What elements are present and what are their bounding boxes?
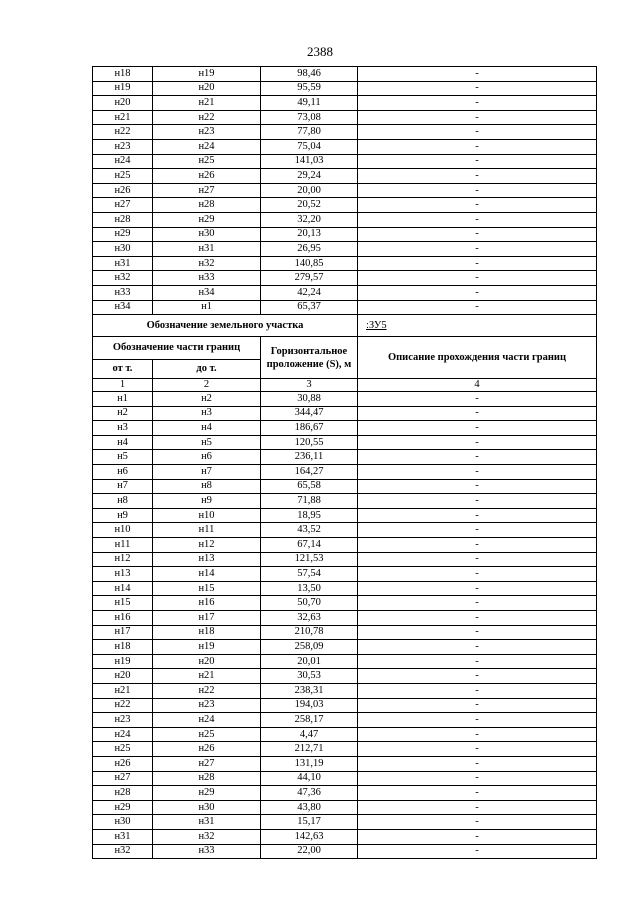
length-cell: 73,08 bbox=[261, 110, 358, 125]
length-cell: 13,50 bbox=[261, 581, 358, 596]
length-cell: 236,11 bbox=[261, 450, 358, 465]
boundary-table bbox=[92, 66, 597, 859]
table-row bbox=[93, 844, 597, 859]
from-point-cell: н21 bbox=[93, 110, 153, 125]
boundary-rows-zu5 bbox=[93, 392, 597, 859]
to-point-cell: н22 bbox=[153, 683, 261, 698]
to-point-cell: н22 bbox=[153, 110, 261, 125]
description-cell: - bbox=[358, 683, 597, 698]
length-cell: 26,95 bbox=[261, 242, 358, 257]
from-point-cell: н7 bbox=[93, 479, 153, 494]
description-cell: - bbox=[358, 406, 597, 421]
to-point-cell: н30 bbox=[153, 227, 261, 242]
table-row bbox=[93, 727, 597, 742]
from-point-cell: н26 bbox=[93, 183, 153, 198]
to-point-cell: н34 bbox=[153, 285, 261, 300]
length-cell: 194,03 bbox=[261, 698, 358, 713]
length-cell: 95,59 bbox=[261, 81, 358, 96]
table-row bbox=[93, 125, 597, 140]
from-point-cell: н11 bbox=[93, 538, 153, 553]
length-cell: 20,13 bbox=[261, 227, 358, 242]
length-cell: 30,88 bbox=[261, 392, 358, 407]
land-plot-code: :ЗУ5 bbox=[358, 315, 597, 337]
table-row bbox=[93, 285, 597, 300]
to-point-cell: н16 bbox=[153, 596, 261, 611]
table-row bbox=[93, 538, 597, 553]
from-point-cell: н34 bbox=[93, 300, 153, 315]
length-cell: 258,09 bbox=[261, 640, 358, 655]
table-row bbox=[93, 815, 597, 830]
from-point-cell: н27 bbox=[93, 198, 153, 213]
description-header: Описание прохождения части границ bbox=[358, 337, 597, 379]
table-row bbox=[93, 771, 597, 786]
table-row bbox=[93, 450, 597, 465]
to-point-cell: н23 bbox=[153, 125, 261, 140]
to-point-cell: н19 bbox=[153, 67, 261, 82]
table-row bbox=[93, 96, 597, 111]
length-cell: 43,80 bbox=[261, 800, 358, 815]
horizontal-length-header: Горизонтальное проложение (S), м bbox=[261, 337, 358, 379]
from-point-cell: н19 bbox=[93, 654, 153, 669]
description-cell: - bbox=[358, 596, 597, 611]
from-point-cell: н32 bbox=[93, 271, 153, 286]
length-cell: 344,47 bbox=[261, 406, 358, 421]
length-cell: 43,52 bbox=[261, 523, 358, 538]
description-cell: - bbox=[358, 256, 597, 271]
length-cell: 186,67 bbox=[261, 421, 358, 436]
description-cell: - bbox=[358, 125, 597, 140]
to-point-cell: н8 bbox=[153, 479, 261, 494]
from-point-cell: н24 bbox=[93, 727, 153, 742]
table-row bbox=[93, 169, 597, 184]
from-point-cell: н13 bbox=[93, 567, 153, 582]
table-row bbox=[93, 421, 597, 436]
table-row bbox=[93, 212, 597, 227]
to-point-cell: н26 bbox=[153, 169, 261, 184]
from-point-cell: н18 bbox=[93, 67, 153, 82]
description-cell: - bbox=[358, 227, 597, 242]
table-row bbox=[93, 392, 597, 407]
description-cell: - bbox=[358, 698, 597, 713]
table-row bbox=[93, 110, 597, 125]
from-point-cell: н17 bbox=[93, 625, 153, 640]
description-cell: - bbox=[358, 786, 597, 801]
description-cell: - bbox=[358, 154, 597, 169]
description-cell: - bbox=[358, 465, 597, 480]
description-cell: - bbox=[358, 829, 597, 844]
from-point-cell: н27 bbox=[93, 771, 153, 786]
from-point-cell: н5 bbox=[93, 450, 153, 465]
to-point-cell: н26 bbox=[153, 742, 261, 757]
length-cell: 20,52 bbox=[261, 198, 358, 213]
length-cell: 258,17 bbox=[261, 713, 358, 728]
column-number: 2 bbox=[153, 379, 261, 392]
table-row bbox=[93, 625, 597, 640]
description-cell: - bbox=[358, 110, 597, 125]
table-row bbox=[93, 698, 597, 713]
land-plot-label: Обозначение земельного участка bbox=[93, 315, 358, 337]
from-point-cell: н8 bbox=[93, 494, 153, 509]
from-point-cell: н15 bbox=[93, 596, 153, 611]
to-point-header: до т. bbox=[153, 360, 261, 379]
to-point-cell: н31 bbox=[153, 815, 261, 830]
to-point-cell: н4 bbox=[153, 421, 261, 436]
from-point-cell: н30 bbox=[93, 815, 153, 830]
to-point-cell: н14 bbox=[153, 567, 261, 582]
length-cell: 238,31 bbox=[261, 683, 358, 698]
to-point-cell: н27 bbox=[153, 756, 261, 771]
description-cell: - bbox=[358, 581, 597, 596]
to-point-cell: н24 bbox=[153, 713, 261, 728]
from-point-header: от т. bbox=[93, 360, 153, 379]
description-cell: - bbox=[358, 567, 597, 582]
description-cell: - bbox=[358, 713, 597, 728]
to-point-cell: н5 bbox=[153, 435, 261, 450]
table-row bbox=[93, 300, 597, 315]
to-point-cell: н6 bbox=[153, 450, 261, 465]
description-cell: - bbox=[358, 435, 597, 450]
to-point-cell: н31 bbox=[153, 242, 261, 257]
column-number: 3 bbox=[261, 379, 358, 392]
length-cell: 65,37 bbox=[261, 300, 358, 315]
table-row bbox=[93, 154, 597, 169]
to-point-cell: н18 bbox=[153, 625, 261, 640]
length-cell: 121,53 bbox=[261, 552, 358, 567]
to-point-cell: н2 bbox=[153, 392, 261, 407]
from-point-cell: н20 bbox=[93, 96, 153, 111]
length-cell: 49,11 bbox=[261, 96, 358, 111]
table-row bbox=[93, 271, 597, 286]
table-row bbox=[93, 479, 597, 494]
from-point-cell: н22 bbox=[93, 125, 153, 140]
to-point-cell: н10 bbox=[153, 508, 261, 523]
from-point-cell: н12 bbox=[93, 552, 153, 567]
description-cell: - bbox=[358, 183, 597, 198]
to-point-cell: н20 bbox=[153, 654, 261, 669]
description-cell: - bbox=[358, 198, 597, 213]
from-point-cell: н31 bbox=[93, 829, 153, 844]
table-row bbox=[93, 654, 597, 669]
from-point-cell: н6 bbox=[93, 465, 153, 480]
from-point-cell: н31 bbox=[93, 256, 153, 271]
description-cell: - bbox=[358, 800, 597, 815]
description-cell: - bbox=[358, 844, 597, 859]
description-cell: - bbox=[358, 538, 597, 553]
table-row bbox=[93, 786, 597, 801]
table-row bbox=[93, 742, 597, 757]
to-point-cell: н21 bbox=[153, 669, 261, 684]
to-point-cell: н20 bbox=[153, 81, 261, 96]
column-number: 4 bbox=[358, 379, 597, 392]
from-point-cell: н3 bbox=[93, 421, 153, 436]
to-point-cell: н1 bbox=[153, 300, 261, 315]
table-row bbox=[93, 523, 597, 538]
from-point-cell: н22 bbox=[93, 698, 153, 713]
length-cell: 20,01 bbox=[261, 654, 358, 669]
description-cell: - bbox=[358, 242, 597, 257]
length-cell: 47,36 bbox=[261, 786, 358, 801]
to-point-cell: н28 bbox=[153, 198, 261, 213]
table-row bbox=[93, 406, 597, 421]
table-row bbox=[93, 567, 597, 582]
description-cell: - bbox=[358, 756, 597, 771]
description-cell: - bbox=[358, 654, 597, 669]
from-point-cell: н25 bbox=[93, 742, 153, 757]
from-point-cell: н21 bbox=[93, 683, 153, 698]
description-cell: - bbox=[358, 212, 597, 227]
from-point-cell: н25 bbox=[93, 169, 153, 184]
length-cell: 141,03 bbox=[261, 154, 358, 169]
length-cell: 279,57 bbox=[261, 271, 358, 286]
from-point-cell: н23 bbox=[93, 713, 153, 728]
length-cell: 32,20 bbox=[261, 212, 358, 227]
length-cell: 42,24 bbox=[261, 285, 358, 300]
to-point-cell: н28 bbox=[153, 771, 261, 786]
from-point-cell: н20 bbox=[93, 669, 153, 684]
land-plot-header bbox=[93, 315, 597, 392]
from-point-cell: н26 bbox=[93, 756, 153, 771]
description-cell: - bbox=[358, 640, 597, 655]
table-row bbox=[93, 669, 597, 684]
from-point-cell: н29 bbox=[93, 800, 153, 815]
length-cell: 44,10 bbox=[261, 771, 358, 786]
from-point-cell: н16 bbox=[93, 611, 153, 626]
length-cell: 210,78 bbox=[261, 625, 358, 640]
from-point-cell: н1 bbox=[93, 392, 153, 407]
from-point-cell: н33 bbox=[93, 285, 153, 300]
description-cell: - bbox=[358, 479, 597, 494]
table-row bbox=[93, 183, 597, 198]
length-cell: 18,95 bbox=[261, 508, 358, 523]
table-row bbox=[93, 494, 597, 509]
table-row bbox=[93, 198, 597, 213]
length-cell: 22,00 bbox=[261, 844, 358, 859]
description-cell: - bbox=[358, 285, 597, 300]
description-cell: - bbox=[358, 508, 597, 523]
to-point-cell: н13 bbox=[153, 552, 261, 567]
description-cell: - bbox=[358, 81, 597, 96]
from-point-cell: н28 bbox=[93, 786, 153, 801]
length-cell: 67,14 bbox=[261, 538, 358, 553]
from-point-cell: н32 bbox=[93, 844, 153, 859]
description-cell: - bbox=[358, 611, 597, 626]
to-point-cell: н29 bbox=[153, 786, 261, 801]
length-cell: 140,85 bbox=[261, 256, 358, 271]
to-point-cell: н30 bbox=[153, 800, 261, 815]
table-row bbox=[93, 581, 597, 596]
to-point-cell: н27 bbox=[153, 183, 261, 198]
length-cell: 65,58 bbox=[261, 479, 358, 494]
description-cell: - bbox=[358, 450, 597, 465]
description-cell: - bbox=[358, 139, 597, 154]
description-cell: - bbox=[358, 742, 597, 757]
from-point-cell: н28 bbox=[93, 212, 153, 227]
table-row bbox=[93, 242, 597, 257]
description-cell: - bbox=[358, 300, 597, 315]
to-point-cell: н33 bbox=[153, 844, 261, 859]
to-point-cell: н3 bbox=[153, 406, 261, 421]
to-point-cell: н23 bbox=[153, 698, 261, 713]
page-number: 2388 bbox=[307, 44, 333, 59]
table-row bbox=[93, 829, 597, 844]
table-row bbox=[93, 713, 597, 728]
length-cell: 71,88 bbox=[261, 494, 358, 509]
length-cell: 98,46 bbox=[261, 67, 358, 82]
description-cell: - bbox=[358, 421, 597, 436]
description-cell: - bbox=[358, 271, 597, 286]
to-point-cell: н29 bbox=[153, 212, 261, 227]
table-row bbox=[93, 552, 597, 567]
from-point-cell: н4 bbox=[93, 435, 153, 450]
length-cell: 30,53 bbox=[261, 669, 358, 684]
table-row bbox=[93, 640, 597, 655]
table-row bbox=[93, 800, 597, 815]
to-point-cell: н12 bbox=[153, 538, 261, 553]
from-point-cell: н24 bbox=[93, 154, 153, 169]
description-cell: - bbox=[358, 815, 597, 830]
table-row bbox=[93, 81, 597, 96]
from-point-cell: н18 bbox=[93, 640, 153, 655]
to-point-cell: н25 bbox=[153, 727, 261, 742]
boundary-rows-previous-plot bbox=[93, 67, 597, 315]
table-row bbox=[93, 508, 597, 523]
from-point-cell: н10 bbox=[93, 523, 153, 538]
to-point-cell: н17 bbox=[153, 611, 261, 626]
length-cell: 29,24 bbox=[261, 169, 358, 184]
to-point-cell: н19 bbox=[153, 640, 261, 655]
length-cell: 77,80 bbox=[261, 125, 358, 140]
to-point-cell: н25 bbox=[153, 154, 261, 169]
description-cell: - bbox=[358, 96, 597, 111]
description-cell: - bbox=[358, 494, 597, 509]
description-cell: - bbox=[358, 669, 597, 684]
description-cell: - bbox=[358, 392, 597, 407]
length-cell: 212,71 bbox=[261, 742, 358, 757]
table-row bbox=[93, 611, 597, 626]
from-point-cell: н19 bbox=[93, 81, 153, 96]
table-row bbox=[93, 227, 597, 242]
to-point-cell: н9 bbox=[153, 494, 261, 509]
length-cell: 57,54 bbox=[261, 567, 358, 582]
table-row bbox=[93, 67, 597, 82]
column-number: 1 bbox=[93, 379, 153, 392]
from-point-cell: н29 bbox=[93, 227, 153, 242]
to-point-cell: н21 bbox=[153, 96, 261, 111]
to-point-cell: н32 bbox=[153, 256, 261, 271]
length-cell: 75,04 bbox=[261, 139, 358, 154]
description-cell: - bbox=[358, 67, 597, 82]
to-point-cell: н15 bbox=[153, 581, 261, 596]
table-row bbox=[93, 756, 597, 771]
table-row bbox=[93, 435, 597, 450]
length-cell: 120,55 bbox=[261, 435, 358, 450]
length-cell: 164,27 bbox=[261, 465, 358, 480]
length-cell: 32,63 bbox=[261, 611, 358, 626]
table-row bbox=[93, 139, 597, 154]
length-cell: 142,63 bbox=[261, 829, 358, 844]
table-row bbox=[93, 596, 597, 611]
description-cell: - bbox=[358, 169, 597, 184]
to-point-cell: н32 bbox=[153, 829, 261, 844]
from-point-cell: н2 bbox=[93, 406, 153, 421]
to-point-cell: н33 bbox=[153, 271, 261, 286]
length-cell: 15,17 bbox=[261, 815, 358, 830]
from-point-cell: н9 bbox=[93, 508, 153, 523]
length-cell: 131,19 bbox=[261, 756, 358, 771]
description-cell: - bbox=[358, 727, 597, 742]
length-cell: 4,47 bbox=[261, 727, 358, 742]
to-point-cell: н24 bbox=[153, 139, 261, 154]
table-row bbox=[93, 465, 597, 480]
to-point-cell: н7 bbox=[153, 465, 261, 480]
length-cell: 50,70 bbox=[261, 596, 358, 611]
description-cell: - bbox=[358, 523, 597, 538]
description-cell: - bbox=[358, 625, 597, 640]
description-cell: - bbox=[358, 771, 597, 786]
description-cell: - bbox=[358, 552, 597, 567]
part-designation-header: Обозначение части границ bbox=[93, 337, 261, 360]
length-cell: 20,00 bbox=[261, 183, 358, 198]
to-point-cell: н11 bbox=[153, 523, 261, 538]
table-row bbox=[93, 256, 597, 271]
from-point-cell: н14 bbox=[93, 581, 153, 596]
from-point-cell: н23 bbox=[93, 139, 153, 154]
from-point-cell: н30 bbox=[93, 242, 153, 257]
table-row bbox=[93, 683, 597, 698]
